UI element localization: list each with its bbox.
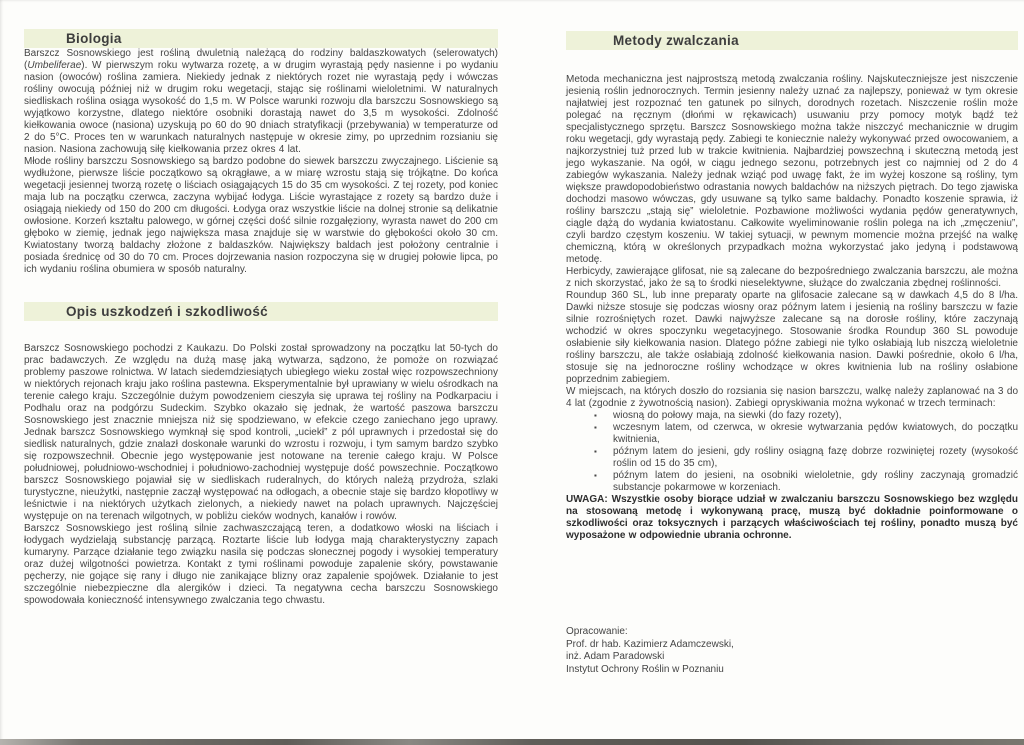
- warning-paragraph: UWAGA: Wszystkie osoby biorące udział w zwalczaniu barszczu Sosnowskiego bez względu na stosowaną metodę i wykonywaną pracę, muszą być dokładnie poinformowane o szkodliwości oraz toksycznych i parzących właściwościach tej rośliny, ponadto muszą być wyposażone w odpowiednie ubrania ochronne.: [566, 494, 1018, 541]
- section-header-metody: [566, 31, 1018, 50]
- paragraph-uszkodzenia-1: Barszcz Sosnowskiego pochodzi z Kaukazu. Do Polski został sprowadzony na początku lat 50-tych do prac badawczych. Ze względu na dużą masę jaką wytwarza, sądzono, że pomoże on rozwiązać problemy paszowe rolnictwa. W latach siedemdziesiątych ubiegłego wieku został więc rozpowszechniony w niektórych rejonach kraju jako roślina pastewna. Eksperymentalnie był uprawiany w wielu ośrodkach na terenie całego kraju. Szczególnie dużym powodzeniem cieszyła się uprawa tej rośliny na Podkarpaciu i Podhalu oraz na podgórzu Sudeckim. Szybko okazało się jednak, że wartość paszowa barszczu Sosnowskiego jest znacznie mniejsza niż się spodziewano, w efekcie czego zaniechano jego uprawy. Jednak barszcz Sosnowskiego wymknął się spod kontroli, „uciekł” z pól uprawnych i przedostał się do siedlisk naturalnych, gdzie znalazł doskonałe warunki do wzrostu i rozwoju, i tym samym bardzo szybko się rozpowszechnił. Obecnie jego występowanie jest notowane na terenie całego kraju. W Polsce południowej, południowo-wschodniej i południowo-zachodniej występuje dość powszechnie. Początkowo barszcz Sosnowskiego pojawiał się w siedliskach ruderalnych, do których należą przydroża, szlaki turystyczne, nieużytki, następnie zaczął występować na odłogach, a obecnie staje się bardzo kłopotliwy w leśnictwie i na niektórych użytkach zielonych, a niekiedy nawet na polach uprawnych. Najczęściej występuje on na terenach wilgotnych, w pobliżu cieków wodnych, kanałów i rowów.: [24, 343, 498, 522]
- paragraph-text: Barszcz Sosnowskiego jest rośliną dwuletnią należącą do rodziny baldaszkowatych (selerowatych) (: [24, 48, 498, 71]
- paragraph-biologia-1: [24, 48, 498, 156]
- paragraph-metody-1: Metoda mechaniczna jest najprostszą metodą zwalczania rośliny. Najskuteczniejsze jest niszczenie jesienią roślin jednorocznych. Termin jesienny należy uznać za najlepszy, ponieważ w tym okresie najłatwiej jest rozpoznać ten gatunek po silnych, dorodnych rozetach. Niszczenie roślin może polegać na ręcznym (dłońmi w rękawicach) usuwaniu przy pomocy motyk bądź też specjalistycznego sprzętu. Barszcz Sosnowskiego można także niszczyć mechanicznie w drugim roku wegetacji, gdy wyrastają pędy. Zabiegi te koniecznie należy wykonywać przed owocowaniem, a najkorzystniej tuż przed lub w trakcie kwitnienia. Najbardziej powszechną i skuteczną metodą jest jego wykaszanie. Na ogół, w ciągu jednego sezonu, potrzebnych jest co najmniej od 2 do 4 zabiegów wykaszania. Należy jednak wziąć pod uwagę fakt, że im wyżej koszone są rośliny, tym większe prawdopodobieństwo odrastania nowych baldachów na niższych piętrach. Do tego zjawiska dochodzi masowo wówczas, gdy usuwane są tylko same baldachy. Ponadto koszenie sprawia, iż rośliny barszczu „stają się” wieloletnie. Pozbawione możliwości wydania pędów generatywnych, ciągle dążą do wydania kwiatostanu. Całkowite wyeliminowanie roślin polega na ich „zmęczeniu”, czyli bardzo częstym koszeniu. W takiej sytuacji, w pewnym momencie można przejść na walkę chemiczną, którą w określonych przypadkach można wykorzystać jako jedyną i podstawową metodę.: [566, 74, 1018, 265]
- list-item-spring: ▪ wiosną do połowy maja, na siewki (do fazy rozety),: [613, 410, 1018, 422]
- list-item-late-summer-rosette: ▪ późnym latem do jesieni, gdy rośliny osiągną fazę dobrze rozwiniętej rozety (wysokość roślin od 15 do 35 cm),: [613, 446, 1018, 470]
- credits-block: [566, 626, 1018, 676]
- section-title-uszkodzenia: Opis uszkodzeń i szkodliwość: [66, 304, 268, 319]
- list-item-late-summer-perennial: ▪ późnym latem do jesieni, na osobniki wieloletnie, gdy rośliny zaczynają gromadzić substancje pokarmowe w korzeniach.: [613, 470, 1018, 494]
- paragraph-metody-4: W miejscach, na których doszło do rozsiania się nasion barszczu, walkę należy zaplanować na 3 do 4 lat (zgodnie z żywotnością nasion). Zabiegi opryskiwania można wykonać w trzech terminach:: [566, 386, 1018, 409]
- spray-timing-list: [566, 410, 1018, 494]
- scan-edge-artifact: [0, 739, 1024, 745]
- credits-author-2: inż. Adam Paradowski: [566, 651, 665, 663]
- credits-label: Opracowanie:: [566, 626, 628, 637]
- paragraph-metody-2: Herbicydy, zawierające glifosat, nie są zalecane do bezpośredniego zwalczania barszczu, ale można z nich skorzystać, jako że są to środki nieselektywne, służące do zwalczania zbędnej roślinności.: [566, 266, 1018, 289]
- section-title-biologia: Biologia: [66, 31, 122, 46]
- list-item-early-summer: ▪ wczesnym latem, od czerwca, w okresie wytwarzania pędów kwiatowych, do początku kwitnienia,: [613, 422, 1018, 446]
- credits-author-1: Prof. dr hab. Kazimierz Adamczewski,: [566, 638, 734, 650]
- credits-institute: Instytut Ochrony Roślin w Poznaniu: [566, 663, 724, 675]
- paragraph-uszkodzenia-2: Barszcz Sosnowskiego jest rośliną silnie zachwaszczającą teren, a dodatkowo włoski na liściach i łodygach wydzielają substancję parzącą. Roztarte liście lub łodyga mają charakterystyczny zapach kumaryny. Parzące działanie tego związku nasila się podczas słonecznej pogody i wysokiej temperatury oraz dużej wilgotności powietrza. Kontakt z tymi roślinami powoduje zapalenie skóry, powstawanie pęcherzy, nie gojące się rany i długo nie zanikające blizny oraz zapalenie spojówek. Działanie to jest szczególnie niebezpieczne dla alergików i dzieci. Ta negatywna cecha barszczu Sosnowskiego spowodowała konieczność intensywnego zwalczania tego chwastu.: [24, 523, 498, 606]
- section-header-biologia: [24, 29, 498, 48]
- species-name-latin: Umbeliferae: [27, 60, 82, 71]
- section-header-uszkodzenia: [24, 302, 498, 321]
- paragraph-metody-3: Roundup 360 SL, lub inne preparaty oparte na glifosacie zalecane są w dawkach 4,5 do 8 l/ha. Dawki niższe stosuje się podczas wiosny oraz późnym latem i jesienią na rośliny barszczu w fazie silnie rozrośniętych rozet. Dawki najwyższe zalecane są na dorosłe rośliny, które zaczynają wchodzić w okres spoczynku wegetacyjnego. Stosowanie środka Roundup 360 SL powoduje osłabienie siły kiełkowania nasion. Dlatego późne zabiegi nie tylko osłabiają lub niszczą wieloletnie rośliny barszczu, ale także osłabiają zdolność kiełkowania nasion. Dawki pośrednie, około 6 l/ha, stosuje się na jednoroczne rośliny wchodzące w okres kwitnienia lub na rośliny osłabione poprzednim zabiegiem.: [566, 290, 1018, 385]
- left-column: [24, 29, 498, 607]
- paragraph-text: ). W pierwszym roku wytwarza rozetę, a w drugim wyrastają pędy nasienne i po wydaniu nasion (owoców) roślina zamiera. Niekiedy jednak z niektórych rozet nie wyrastają pędy i wówczas rośliny owocują później niż w drugim roku wegetacji, stając się roślinami wieloletnimi. W naturalnych siedliskach roślina osiąga wysokość do 1,5 m. W Polsce warunki rozwoju dla barszczu Sosnowskiego są wyjątkowo korzystne, dlatego niektóre osobniki dorastają nawet do 3,5 m wysokości. Zdolność kiełkowania owoce (nasiona) uzyskują po 60 do 90 dniach stratyfikacji (przebywania) w temperaturze od 2 do 5°C. Proces ten w warunkach naturalnych następuje w okresie zimy, po uprzednim rozsianiu się nasion. Nasiona zachowują siłę kiełkowania przez okres 4 lat.: [24, 60, 498, 155]
- section-title-metody: Metody zwalczania: [613, 33, 739, 48]
- paragraph-biologia-2: Młode rośliny barszczu Sosnowskiego są bardzo podobne do siewek barszczu zwyczajnego. Liścienie są wydłużone, pierwsze liście początkowo są okrągławe, a w miarę wzrostu stają się trójkątne. Do końca wegetacji jesiennej tworzą rozetę o liściach osiągających 15 do 35 cm wysokości. Z tej rozety, pod koniec maja lub na początku czerwca, zaczyna wybijać łodyga. Liście wyrastające z rozety są bardzo duże i osiągają niekiedy od 150 do 200 cm długości. Łodyga oraz wszystkie liście na dolnej stronie są delikatnie owłosione. Korzeń kształtu palowego, w górnej części dość silnie rozgałęziony, wyrasta nawet do 200 cm głęboko w ziemię, jednak jego największa masa znajduje się w warstwie do głębokości około 30 cm. Kwiatostany tworzą baldachy złożone z baldaszków. Największy baldach jest położony centralnie i posiada średnicę od 30 do 70 cm. Proces dojrzewania nasion rozpoczyna się w drugiej połowie lipca, po ich wydaniu roślina obumiera w sposób naturalny.: [24, 156, 498, 275]
- right-column: [566, 31, 1018, 676]
